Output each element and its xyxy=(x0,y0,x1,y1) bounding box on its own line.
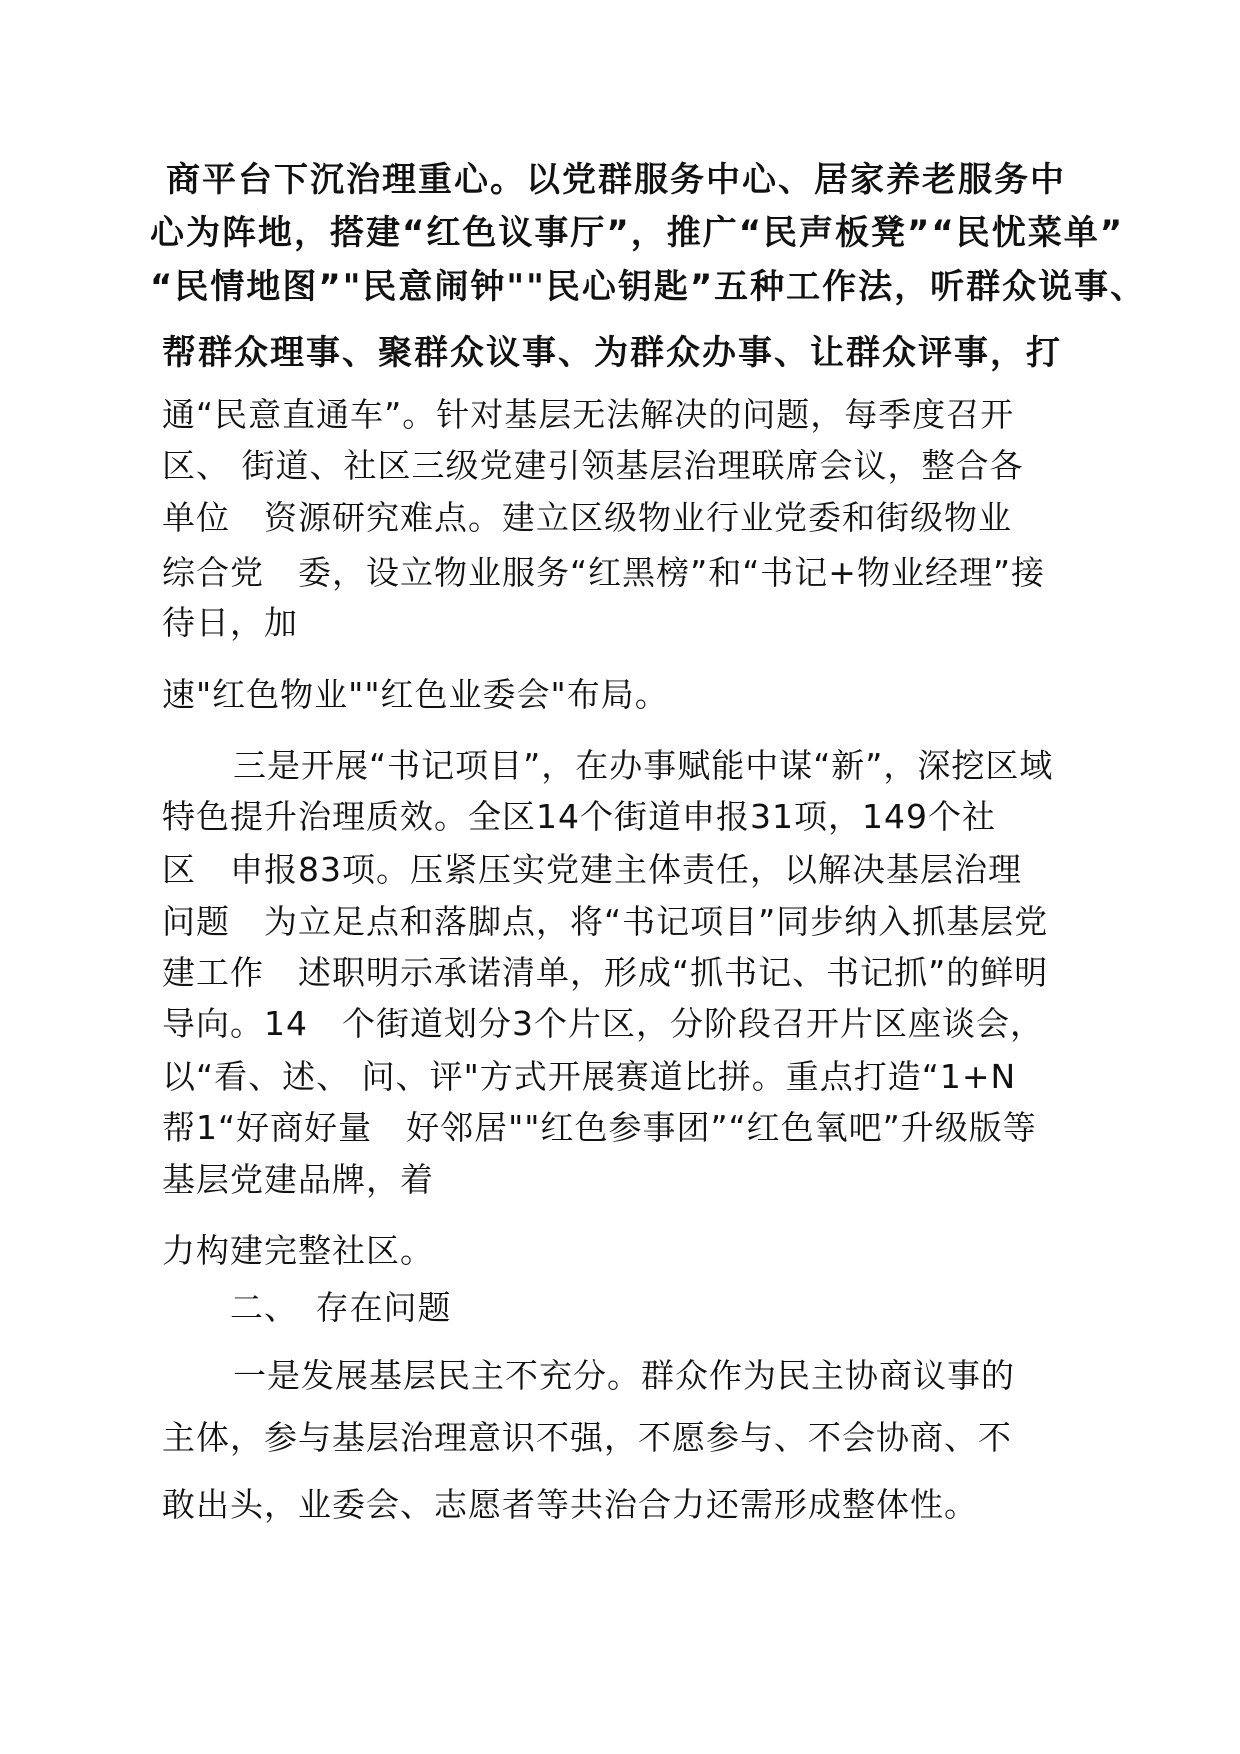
text-line-17: 以“看、述、 问、评"方式开展赛道比拼。重点打造“1+N xyxy=(162,1057,1017,1096)
text-line-19: 基层党建品牌，着 xyxy=(162,1160,434,1199)
text-line-11: 三是开展“书记项目”，在办事赋能中谋“新”，深挖区域 xyxy=(233,746,1054,785)
text-line-13: 区 申报83项。压紧压实党建主体责任，以解决基层治理 xyxy=(162,850,1022,889)
text-line-8: 综合党 委，设立物业服务“红黑榜”和“书记+物业经理”接 xyxy=(162,553,1046,592)
text-line-1: 商平台下沉治理重心。以党群服务中心、居家养老服务中 xyxy=(166,160,1066,200)
text-line-5: 通“民意直通车”。针对基层无法解决的问题，每季度召开 xyxy=(162,395,1015,434)
section-heading: 二、 存在问题 xyxy=(230,1288,452,1327)
text-line-2: 心为阵地，搭建“红色议事厅”，推广“民声板凳”“民忧菜单” xyxy=(150,213,1125,253)
text-line-14: 问题 为立足点和落脚点，将“书记项目”同步纳入抓基层党 xyxy=(162,902,1049,941)
text-line-18: 帮1“好商好量 好邻居""红色参事团”“红色氧吧”升级版等 xyxy=(162,1108,1037,1147)
text-line-7: 单位 资源研究难点。建立区级物业行业党委和街级物业 xyxy=(162,498,1012,537)
text-line-10: 速"红色物业""红色业委会"布局。 xyxy=(162,675,669,714)
text-line-20: 力构建完整社区。 xyxy=(162,1231,434,1270)
text-line-24: 敢出头，业委会、志愿者等共治合力还需形成整体性。 xyxy=(162,1485,978,1524)
text-line-9: 待日，加 xyxy=(162,603,298,642)
text-line-6: 区、 街道、社区三级党建引领基层治理联席会议，整合各 xyxy=(162,446,1024,485)
text-line-15: 建工作 述职明示承诺清单，形成“抓书记、书记抓”的鲜明 xyxy=(162,953,1049,992)
text-line-4: 帮群众理事、聚群众议事、为群众办事、让群众评事，打 xyxy=(162,333,1062,373)
text-line-3: “民情地图”"民意闹钟""民心钥匙”五种工作法，听群众说事、 xyxy=(150,267,1147,307)
text-line-16: 导向。14 个街道划分3个片区，分阶段召开片区座谈会， xyxy=(162,1004,1044,1043)
text-line-22: 一是发展基层民主不充分。群众作为民主协商议事的 xyxy=(233,1356,1015,1395)
text-line-23: 主体，参与基层治理意识不强，不愿参与、不会协商、不 xyxy=(162,1418,1012,1457)
text-line-12: 特色提升治理质效。全区14个街道申报31项，149个社 xyxy=(162,797,996,836)
